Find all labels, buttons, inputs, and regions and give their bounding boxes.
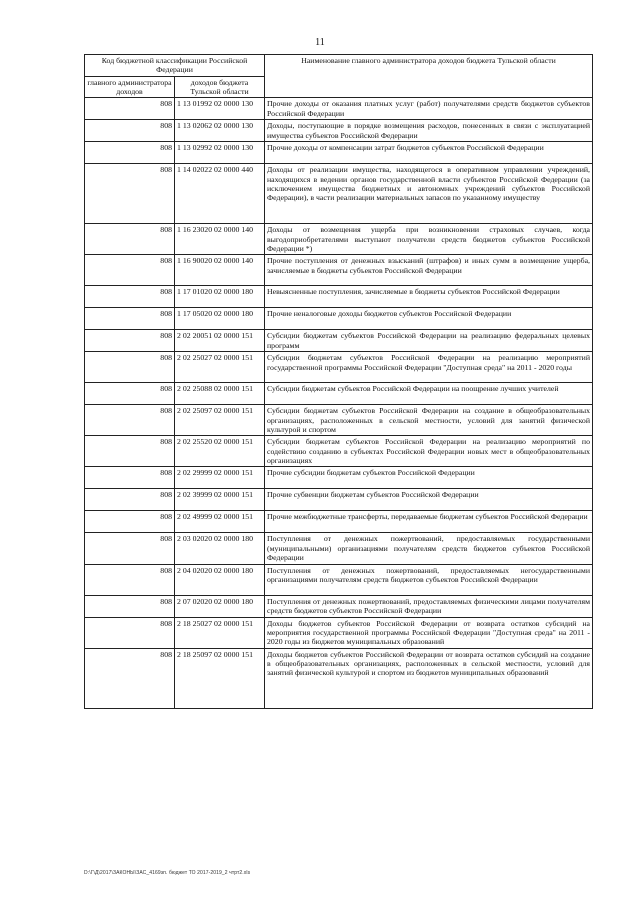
revenue-code-cell: 2 02 20051 02 0000 151	[175, 330, 265, 352]
revenue-name-cell: Прочие субвенции бюджетам субъектов Российской Федерации	[265, 489, 593, 511]
revenue-code-cell: 2 02 29999 02 0000 151	[175, 467, 265, 489]
administrator-code-cell: 808	[85, 405, 175, 436]
revenue-code-cell: 2 02 25520 02 0000 151	[175, 436, 265, 467]
administrator-code-cell: 808	[85, 533, 175, 564]
revenue-name-cell: Субсидии бюджетам субъектов Российской Федерации на реализацию мероприятий по содействию созданию в субъектах Российской Федерации новых мест в общеобразовательных организациях	[265, 436, 593, 467]
revenue-name-cell: Доходы, поступающие в порядке возмещения расходов, понесенных в связи с эксплуатацией имущества субъектов Российской Федерации	[265, 120, 593, 142]
revenue-name-cell: Прочие межбюджетные трансферты, передаваемые бюджетам субъектов Российской Федерации	[265, 511, 593, 533]
table-row	[85, 595, 593, 617]
revenue-code-cell: 1 13 02062 02 0000 130	[175, 120, 265, 142]
revenue-code-cell: 2 18 25097 02 0000 151	[175, 648, 265, 708]
administrator-code-cell: 808	[85, 255, 175, 286]
revenue-code-cell: 1 17 05020 02 0000 180	[175, 308, 265, 330]
revenue-name-cell: Субсидии бюджетам субъектов Российской Федерации на реализацию мероприятий государственной программы Российской Федерации "Доступная среда" на 2011 - 2020 годы	[265, 352, 593, 383]
table-row	[85, 255, 593, 286]
administrator-code-cell: 808	[85, 564, 175, 595]
table-row	[85, 164, 593, 224]
administrator-code-cell: 808	[85, 224, 175, 255]
revenue-code-cell: 2 02 25027 02 0000 151	[175, 352, 265, 383]
administrator-code-cell: 808	[85, 467, 175, 489]
administrator-code-cell: 808	[85, 286, 175, 308]
table-row	[85, 533, 593, 564]
page-number: 11	[315, 37, 325, 48]
administrator-code-cell: 808	[85, 120, 175, 142]
administrator-code-cell: 808	[85, 617, 175, 648]
revenue-name-cell: Субсидии бюджетам субъектов Российской Федерации на поощрение лучших учителей	[265, 383, 593, 405]
revenue-code-cell: 2 02 25088 02 0000 151	[175, 383, 265, 405]
administrator-code-cell: 808	[85, 648, 175, 708]
table-row	[85, 286, 593, 308]
revenue-name-cell: Доходы бюджетов субъектов Российской Федерации от возврата остатков субсидий на создание в общеобразовательных организациях, расположенных в сельской местности, условий для занятий физической культурой и спортом из бюджетов муниципальных образований	[265, 648, 593, 708]
revenue-code-cell: 2 07 02020 02 0000 180	[175, 595, 265, 617]
administrator-code-cell: 808	[85, 352, 175, 383]
table-row	[85, 142, 593, 164]
revenue-name-cell: Субсидии бюджетам субъектов Российской Федерации на реализацию федеральных целевых программ	[265, 330, 593, 352]
table-row	[85, 467, 593, 489]
revenue-code-cell: 1 17 01020 02 0000 180	[175, 286, 265, 308]
revenue-code-cell: 1 14 02022 02 0000 440	[175, 164, 265, 224]
revenue-code-cell: 2 04 02020 02 0000 180	[175, 564, 265, 595]
revenue-name-cell: Поступления от денежных пожертвований, предоставляемых государственными (муниципальными) организациями получателям средств бюджетов субъектов Российской Федерации	[265, 533, 593, 564]
table-row	[85, 405, 593, 436]
revenue-name-cell: Прочие доходы от оказания платных услуг (работ) получателями средств бюджетов субъектов Российской Федерации	[265, 98, 593, 120]
administrator-code-cell: 808	[85, 383, 175, 405]
revenue-name-cell: Прочие субсидии бюджетам субъектов Российской Федерации	[265, 467, 593, 489]
table-row	[85, 330, 593, 352]
revenue-code-cell: 1 16 90020 02 0000 140	[175, 255, 265, 286]
revenue-code-cell: 1 13 02992 02 0000 130	[175, 142, 265, 164]
revenue-name-cell: Поступления от денежных пожертвований, предоставляемых физическими лицами получателям средств бюджетов субъектов Российской Федерации	[265, 595, 593, 617]
administrator-code-cell: 808	[85, 436, 175, 467]
header-main-administrator: главного администратора доходов	[85, 76, 175, 98]
table-row	[85, 352, 593, 383]
administrator-code-cell: 808	[85, 511, 175, 533]
revenue-name-cell: Доходы бюджетов субъектов Российской Федерации от возврата остатков субсидий на мероприятия государственной программы Российской Федерации "Доступная среда" на 2011 - 2020 годы из бюджетов муниципальных образований	[265, 617, 593, 648]
revenue-code-cell: 1 16 23020 02 0000 140	[175, 224, 265, 255]
revenue-name-cell: Прочие неналоговые доходы бюджетов субъектов Российской Федерации	[265, 308, 593, 330]
table-row	[85, 383, 593, 405]
revenue-name-cell: Доходы от возмещения ущерба при возникновении страховых случаев, когда выгодоприобретателями выступают получатели средств бюджетов субъектов Российской Федерации *)	[265, 224, 593, 255]
footer-file-path: D:\Г\Д\2017\ЗАКОНЫ\ЗАС_4169зп. бюджет ТО 2017-2019_2 чтрт2.xls	[84, 870, 251, 876]
administrator-code-cell: 808	[85, 164, 175, 224]
table-row	[85, 224, 593, 255]
revenue-administrators-table	[84, 54, 593, 709]
table-row	[85, 308, 593, 330]
table-row	[85, 98, 593, 120]
table-row	[85, 511, 593, 533]
revenue-code-cell: 2 18 25027 02 0000 151	[175, 617, 265, 648]
table-row	[85, 436, 593, 467]
revenue-name-cell: Невыясненные поступления, зачисляемые в бюджеты субъектов Российской Федерации	[265, 286, 593, 308]
revenue-name-cell: Прочие доходы от компенсации затрат бюджетов субъектов Российской Федерации	[265, 142, 593, 164]
header-administrator-name: Наименование главного администратора доходов бюджета Тульской области	[265, 55, 593, 98]
administrator-code-cell: 808	[85, 98, 175, 120]
administrator-code-cell: 808	[85, 142, 175, 164]
administrator-code-cell: 808	[85, 330, 175, 352]
revenue-name-cell: Доходы от реализации имущества, находящегося в оперативном управлении учреждений, находящихся в ведении органов государственной власти субъектов Российской Федерации (за исключением имущества бюджетных и автономных учреждений субъектов Российской Федерации), в части реализации материальных запасов по указанному имуществу	[265, 164, 593, 224]
revenue-name-cell: Поступления от денежных пожертвований, предоставляемых негосударственными организациями получателям средств бюджетов субъектов Российской Федерации	[265, 564, 593, 595]
table-row	[85, 648, 593, 708]
revenue-code-cell: 2 03 02020 02 0000 180	[175, 533, 265, 564]
administrator-code-cell: 808	[85, 308, 175, 330]
header-regional-revenue: доходов бюджета Тульской области	[175, 76, 265, 98]
revenue-code-cell: 2 02 49999 02 0000 151	[175, 511, 265, 533]
table-row	[85, 489, 593, 511]
revenue-name-cell: Прочие поступления от денежных взысканий (штрафов) и иных сумм в возмещение ущерба, зачисляемые в бюджеты субъектов Российской Федерации	[265, 255, 593, 286]
revenue-code-cell: 1 13 01992 02 0000 130	[175, 98, 265, 120]
revenue-name-cell: Субсидии бюджетам субъектов Российской Федерации на создание в общеобразовательных организациях, расположенных в сельской местности, условий для занятий физической культурой и спортом	[265, 405, 593, 436]
header-budget-classification-code: Код бюджетной классификации Российской Федерации	[85, 55, 265, 77]
table-row	[85, 564, 593, 595]
administrator-code-cell: 808	[85, 595, 175, 617]
revenue-code-cell: 2 02 39999 02 0000 151	[175, 489, 265, 511]
table-row	[85, 120, 593, 142]
table-row	[85, 617, 593, 648]
revenue-code-cell: 2 02 25097 02 0000 151	[175, 405, 265, 436]
administrator-code-cell: 808	[85, 489, 175, 511]
